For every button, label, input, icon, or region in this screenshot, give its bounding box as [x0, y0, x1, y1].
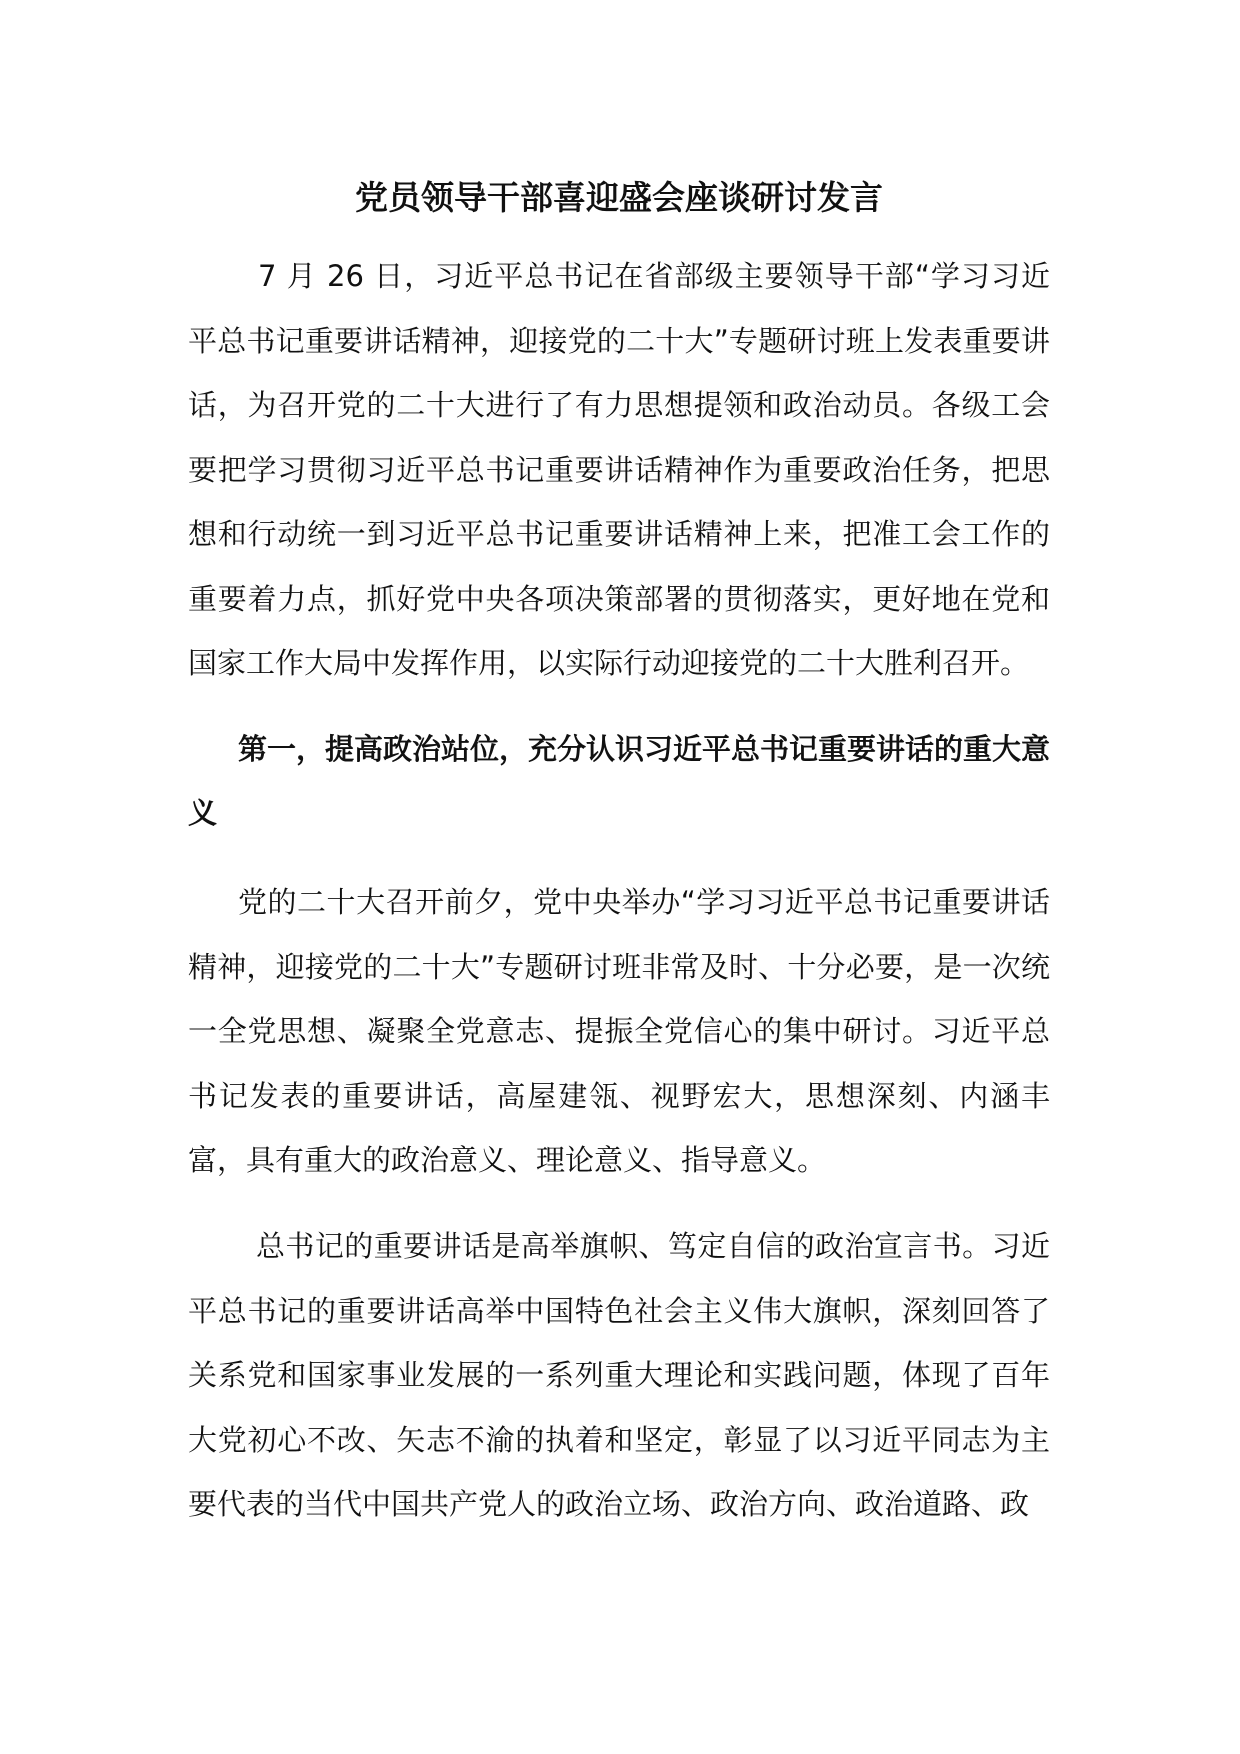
document-title: 党员领导干部喜迎盛会座谈研讨发言 — [355, 178, 883, 217]
body-paragraph-1: 7 月 26 日，习近平总书记在省部级主要领导干部“学习习近平总书记重要讲话精神，迎接党的二十大”专题研讨班上发表重要讲话，为召开党的二十大进行了有力思想提领和政治动员。各级工会要把学习贯彻习近平总书记重要讲话精神作为重要政治任务，把思想和行动统一到习近平总书记重要讲话精神上来，把准工会工作的重要着力点，抓好党中央各项决策部署的贯彻落实，更好地在党和国家工作大局中发挥作用，以实际行动迎接党的二十大胜利召开。 — [188, 259, 1050, 680]
body-paragraph-3: 总书记的重要讲话是高举旗帜、笃定自信的政治宣言书。习近平总书记的重要讲话高举中国特色社会主义伟大旗帜，深刻回答了关系党和国家事业发展的一系列重大理论和实践问题，体现了百年大党初心不改、矢志不渝的执着和坚定，彰显了以习近平同志为主要代表的当代中国共产党人的政治立场、政治方向、政治道路、政 — [188, 1229, 1050, 1521]
section-heading-1: 第一，提高政治站位，充分认识习近平总书记重要讲话的重大意义 — [188, 732, 1051, 830]
body-paragraph-2: 党的二十大召开前夕，党中央举办“学习习近平总书记重要讲话精神，迎接党的二十大”专题研讨班非常及时、十分必要，是一次统一全党思想、凝聚全党意志、提振全党信心的集中研讨。习近平总书记发表的重要讲话，高屋建瓴、视野宏大，思想深刻、内涵丰富，具有重大的政治意义、理论意义、指导意义。 — [188, 885, 1050, 1177]
